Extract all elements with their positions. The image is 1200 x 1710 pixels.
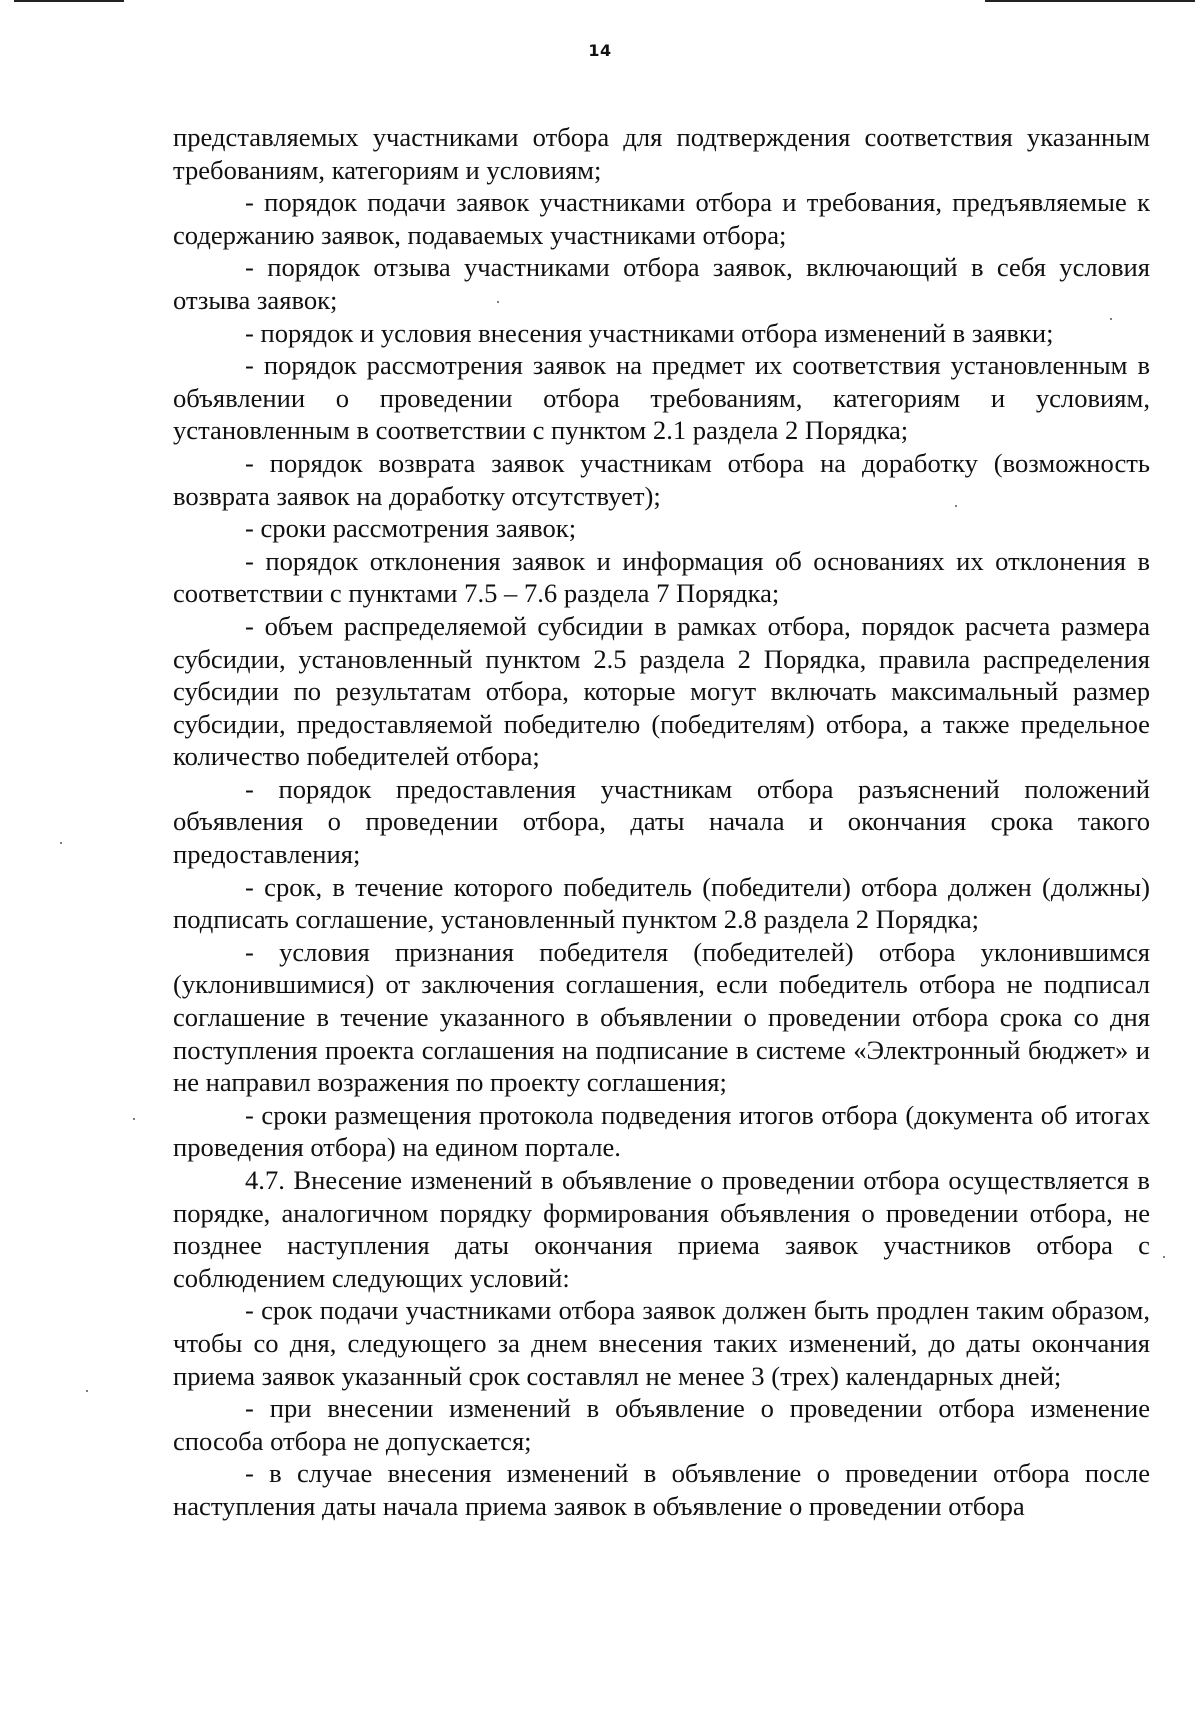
scan-speck [955,505,957,507]
scan-speck [86,1390,88,1392]
document-body [173,121,1150,1523]
page-number: 14 [588,41,612,60]
paragraph: - порядок возврата заявок участникам отбора на доработку (возможность возврата заявок на доработку отсутствует); [173,447,1150,511]
paragraph: - порядок предоставления участникам отбора разъяснений положений объявления о проведении отбора, даты начала и окончания срока такого предоставления; [173,773,1150,870]
paragraph: - порядок отклонения заявок и информация об основаниях их отклонения в соответствии с пунктами 7.5 – 7.6 раздела 7 Порядка; [173,545,1150,609]
scan-speck [497,301,499,303]
paragraph: - условия признания победителя (победителей) отбора уклонившимся (уклонившимися) от заключения соглашения, если победитель отбора не подписал соглашение в течение указанного в объявлении о проведении отбора срока со дня поступления проекта соглашения на подписание в системе «Электронный бюджет» и не направил возражения по проекту соглашения; [173,936,1150,1098]
scan-speck [1163,1256,1165,1258]
paragraph: 4.7. Внесение изменений в объявление о проведении отбора осуществляется в порядке, аналогичном порядку формирования объявления о проведении отбора, не позднее наступления даты окончания приема заявок участников отбора с соблюдением следующих условий: [173,1165,1150,1293]
scan-edge-mark-right [985,0,1195,2]
paragraph: - объем распределяемой субсидии в рамках отбора, порядок расчета размера субсидии, установленный пунктом 2.5 раздела 2 Порядка, правила распределения субсидии по результатам отбора, которые могут включать максимальный размер субсидии, предоставляемой победителю (победителям) отбора, а также предельное количество победителей отбора; [173,610,1150,772]
scan-speck [60,842,62,844]
paragraph-continuation: представляемых участниками отбора для подтверждения соответствия указанным требованиям, категориям и условиям; [173,122,1150,185]
paragraph: - порядок и условия внесения участниками отбора изменений в заявки; [245,317,1054,348]
paragraph: - сроки рассмотрения заявок; [245,513,577,544]
paragraph: - при внесении изменений в объявление о проведении отбора изменение способа отбора не допускается; [173,1393,1150,1456]
scan-speck [1110,318,1112,320]
paragraph: - срок, в течение которого победитель (победители) отбора должен (должны) подписать соглашение, установленный пунктом 2.8 раздела 2 Порядка; [173,871,1150,935]
paragraph: - сроки размещения протокола подведения итогов отбора (документа об итогах проведения отбора) на едином портале. [173,1099,1150,1163]
paragraph: - срок подачи участниками отбора заявок должен быть продлен таким образом, чтобы со дня, следующего за днем внесения таких изменений, до даты окончания приема заявок указанный срок составлял не менее 3 (трех) календарных дней; [173,1295,1150,1391]
paragraph: - порядок рассмотрения заявок на предмет их соответствия установленным в объявлении о проведении отбора требованиям, категориям и условиям, установленным в соответствии с пунктом 2.1 раздела 2 Порядка; [173,350,1150,446]
scan-edge-mark-left [14,0,124,2]
paragraph: - порядок подачи заявок участниками отбора и требования, предъявляемые к содержанию заявок, подаваемых участниками отбора; [173,187,1150,250]
scan-speck [133,1118,135,1120]
paragraph: - порядок отзыва участниками отбора заявок, включающий в себя условия отзыва заявок; [173,252,1150,315]
paragraph: - в случае внесения изменений в объявление о проведении отбора после наступления даты начала приема заявок в объявление о проведении отбора [173,1458,1150,1521]
